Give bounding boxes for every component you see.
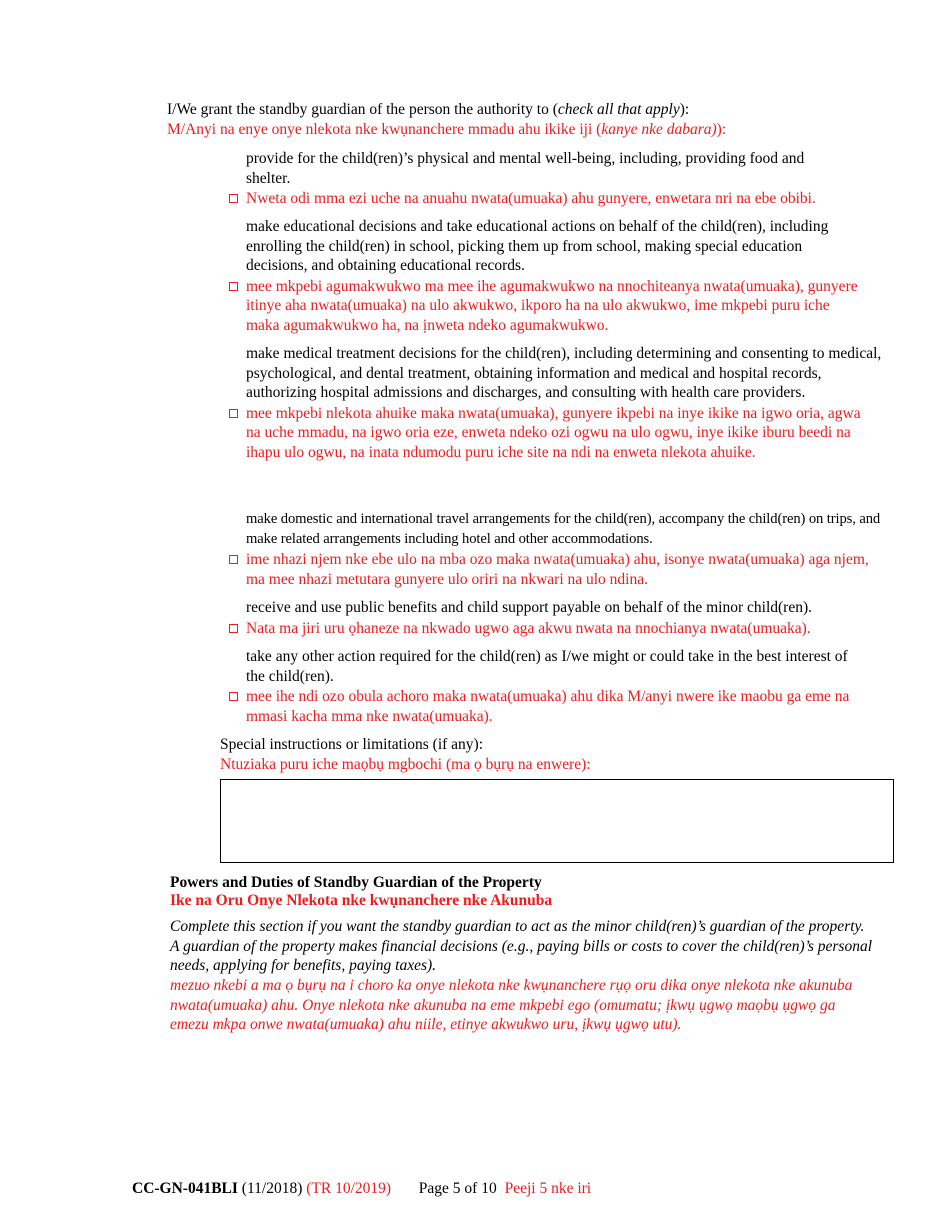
- item-english: take any other action required for the child(ren) as I/we might or could take in the best interest of the child(ren).: [246, 648, 848, 685]
- property-section-description-igbo: mezuo nkebi a ma ọ bụrụ na i choro ka onye nlekota nke kwụnanchere rụọ oru dika onye nlekota nke akunuba nwata(umuaka) ahu. Onye nlekota nke akunuba na eme mkpebi ego (omumatu; ịkwụ ụgwọ maọbụ ụgwọ ga emezu mkpa onwe nwata(umuaka) ahu niile, etinye akwukwo uru, ịkwụ ụgwọ utu).: [170, 977, 853, 1033]
- item-english: provide for the child(ren)’s physical and mental well-being, including, providing food and shelter.: [246, 150, 805, 187]
- checkbox-benefits[interactable]: [229, 624, 238, 633]
- item-igbo: Nweta odi mma ezi uche na anuahu nwata(umuaka) ahu gunyere, enwetara nri na ebe obibi.: [229, 189, 889, 209]
- form-date: (11/2018): [241, 1180, 303, 1197]
- item-english: make medical treatment decisions for the child(ren), including determining and consenting to medical, psychological, and dental treatment, obtaining information and medical and hospital records, authorizing hospital admissions and discharges, and consulting with health care providers.: [246, 345, 882, 401]
- item-igbo: mee mkpebi agumakwukwo ma mee ihe agumakwukwo na nnochiteanya nwata(umuaka), gunyere itinye aha nwata(umuaka) na ulo akwukwo, ikporo ha na ulo akwukwo, ime mkpebi puru iche maka agumakwukwo ha, na ịnweta ndeko agumakwukwo.: [229, 277, 889, 336]
- authority-item-medical: [229, 344, 889, 462]
- special-instructions-label-igbo: Ntuziaka puru iche maọbụ mgbochi (ma ọ bụrụ na enwere):: [220, 756, 591, 773]
- page-footer: [132, 1179, 591, 1198]
- authority-item-travel: [229, 510, 889, 589]
- item-english: make domestic and international travel arrangements for the child(ren), accompany the child(ren) on trips, and make related arrangements including hotel and other accommodations.: [246, 511, 881, 547]
- checkbox-other[interactable]: [229, 692, 238, 701]
- item-english: receive and use public benefits and child support payable on behalf of the minor child(ren).: [246, 599, 812, 616]
- property-section-title: Powers and Duties of Standby Guardian of the Property: [170, 874, 542, 891]
- intro-english: I/We grant the standby guardian of the person the authority to (check all that apply):: [167, 101, 690, 118]
- item-english: make educational decisions and take educational actions on behalf of the child(ren), including enrolling the child(ren) in school, picking them up from school, making special education decisions, and obtaining educational records.: [246, 218, 829, 274]
- checkbox-education[interactable]: [229, 282, 238, 291]
- property-section-title-igbo: Ike na Oru Onye Nlekota nke kwụnanchere nke Akunuba: [170, 892, 553, 909]
- item-igbo: Nata ma jiri uru ọhaneze na nkwado ugwo aga akwu nwata na nnochianya nwata(umuaka).: [229, 619, 889, 639]
- special-instructions-label: Special instructions or limitations (if any):: [220, 736, 484, 753]
- item-igbo: mee ihe ndi ozo obula achoro maka nwata(umuaka) ahu dika M/anyi nwere ike maobu ga eme na mmasi kacha mma nke nwata(umuaka).: [229, 687, 889, 726]
- authority-item-benefits: [229, 598, 889, 638]
- translation-date: (TR 10/2019): [306, 1180, 392, 1197]
- authority-item-education: [229, 217, 889, 335]
- authority-item-wellbeing: [229, 149, 889, 209]
- property-section-description: Complete this section if you want the standby guardian to act as the minor child(ren)’s guardian of the property. A guardian of the property makes financial decisions (e.g., paying bills or costs to cover the child(ren)’s personal needs, applying for benefits, paying taxes).: [170, 918, 872, 974]
- checkbox-wellbeing[interactable]: [229, 194, 238, 203]
- page-number-igbo: Peeji 5 nke iri: [504, 1180, 592, 1197]
- checkbox-travel[interactable]: [229, 555, 238, 564]
- intro-igbo: M/Anyi na enye onye nlekota nke kwụnanchere mmadu ahu ikike iji (kanye nke dabara)):: [167, 121, 727, 138]
- item-igbo: mee mkpebi nlekota ahuike maka nwata(umuaka), gunyere ikpebi na inye ikike na igwo oria, agwa na uche mmadu, na igwo oria eze, enweta ndeko ozi ogwu na ulo ogwu, inye ikike iburu beedi na ihapu ulo ogwu, na inata ndumodu puru iche site na ndi na enweta nlekota ahuike.: [229, 404, 889, 463]
- item-igbo: ime nhazi njem nke ebe ulo na mba ozo maka nwata(umuaka) ahu, isonye nwata(umuaka) aga njem, ma mee nhazi metutara gunyere ulo oriri na nkwari na ulo ndina.: [229, 550, 889, 589]
- form-id: CC-GN-041BLI: [132, 1180, 238, 1197]
- page-number: Page 5 of 10: [418, 1180, 497, 1197]
- special-instructions-field[interactable]: [220, 779, 894, 863]
- checkbox-medical[interactable]: [229, 409, 238, 418]
- authority-item-other: [229, 647, 889, 726]
